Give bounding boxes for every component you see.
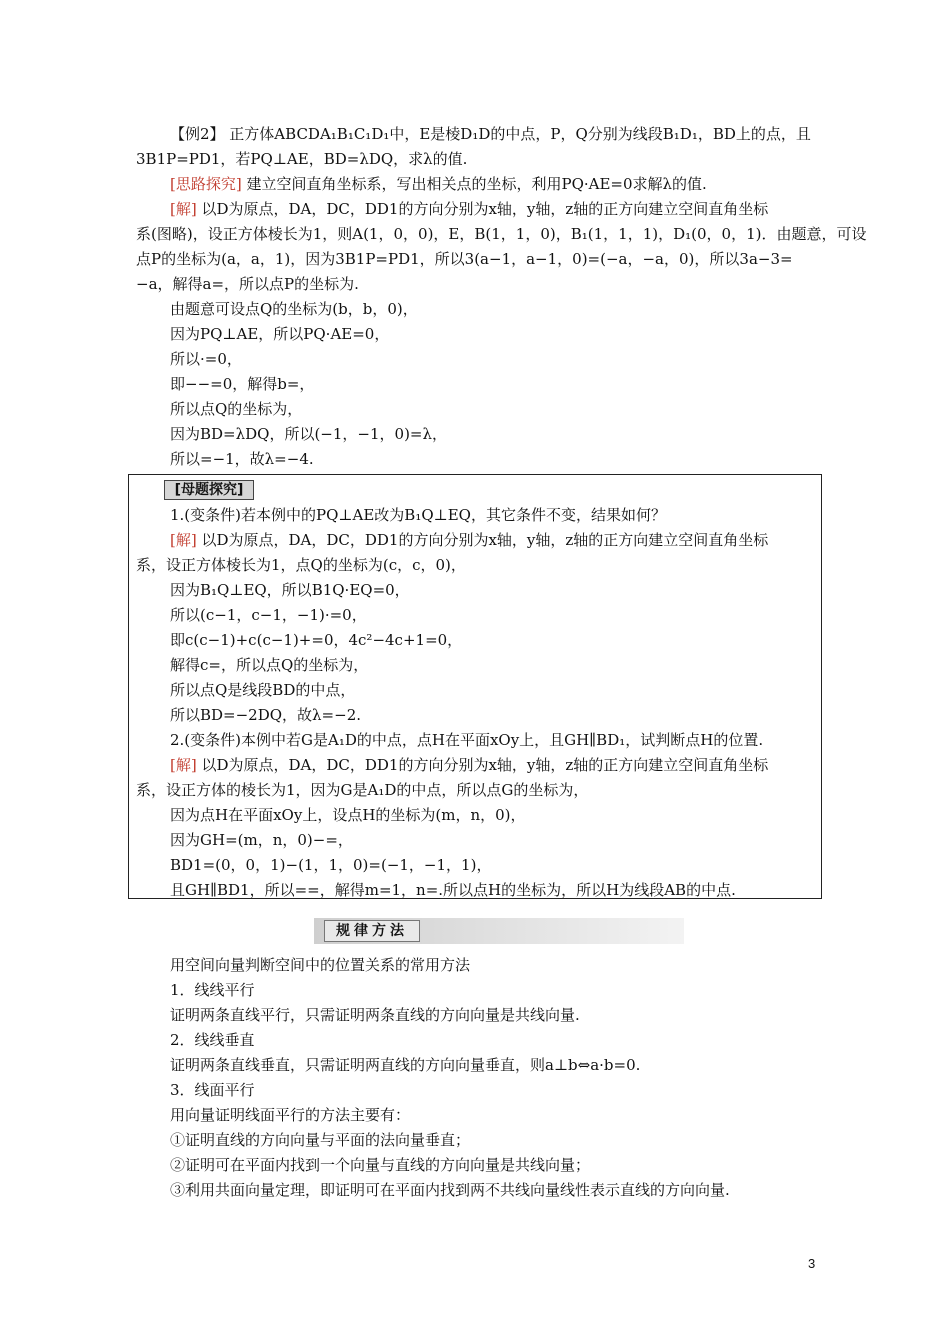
solution-line-8: 即−−=0，解得b=，: [170, 375, 315, 393]
variant-answer-2-line-4: 因为GH=(m，n，0)−=，: [170, 831, 353, 849]
method-paragraph-2: 证明两条直线垂直，只需证明两直线的方向向量垂直，则a⊥b⇔a·b=0.: [170, 1056, 641, 1074]
method-item-1: ①证明直线的方向向量与平面的法向量垂直；: [170, 1131, 471, 1149]
variant-answer-1-line-3: 因为B₁Q⊥EQ，所以B1Q·EQ=0，: [170, 581, 410, 599]
variant-answer-1-line-2: 系，设正方体棱长为1，点Q的坐标为(c，c，0)，: [136, 556, 466, 574]
variant-answer-1-line-7: 所以点Q是线段BD的中点，: [170, 681, 356, 699]
variant-answer-1-line-6: 解得c=，所以点Q的坐标为，: [170, 656, 369, 674]
method-intro: 用空间向量判断空间中的位置关系的常用方法: [170, 956, 471, 974]
variant-answer-1-line-5: 即c(c−1)+c(c−1)+=0，4c²−4c+1=0，: [170, 631, 463, 649]
method-item-3: ③利用共面向量定理，即证明可在平面内找到两不共线向量线性表示直线的方向向量.: [170, 1181, 730, 1199]
example-line-1: 【例2】 正方体ABCDA₁B₁C₁D₁中，E是棱D₁D的中点，P，Q分别为线段B₁D₁，BD上的点，且: [170, 125, 811, 143]
method-item-2: ②证明可在平面内找到一个向量与直线的方向向量是共线向量；: [170, 1156, 591, 1174]
solution-line-7: 所以·=0，: [170, 350, 242, 368]
solution-line-5: 由题意可设点Q的坐标为(b，b，0)，: [170, 300, 418, 318]
variant-question-2: 2.(变条件)本例中若G是A₁D的中点，点H在平面xOy上，且GH∥BD₁，试判断点H的位置.: [170, 731, 764, 749]
method-heading-1: 1．线线平行: [170, 981, 255, 999]
solution-tag: [解]: [170, 200, 197, 218]
page-number: 3: [808, 1256, 816, 1271]
solution-line-1: [解] 以D为原点，DA，DC，DD1的方向分别为x轴，y轴，z轴的正方向建立空间直角坐标: [170, 200, 769, 218]
example-line-2: 3B1P=PD1，若PQ⊥AE，BD=λDQ，求λ的值.: [136, 150, 468, 168]
variant-answer-1-line-1: [解] 以D为原点，DA，DC，DD1的方向分别为x轴，y轴，z轴的正方向建立空间直角坐标: [170, 531, 769, 549]
variant-answer-2-line-5: BD1=(0，0，1)−(1，1，0)=(−1，−1，1)，: [170, 856, 492, 874]
solution-line-10: 因为BD=λDQ，所以(−1，−1，0)=λ，: [170, 425, 447, 443]
variant-answer-2-line-6: 且GH∥BD1，所以==，解得m=1，n=.所以点H的坐标为，所以H为线段AB的中点.: [170, 881, 736, 899]
thought-line: [思路探究] 建立空间直角坐标系，写出相关点的坐标，利用PQ·AE=0求解λ的值.: [170, 175, 707, 193]
variant-answer-2-line-1: [解] 以D为原点，DA，DC，DD1的方向分别为x轴，y轴，z轴的正方向建立空间直角坐标: [170, 756, 769, 774]
solution-line-6: 因为PQ⊥AE，所以PQ·AE=0，: [170, 325, 390, 343]
variant-answer-2-line-3: 因为点H在平面xOy上，设点H的坐标为(m，n，0)，: [170, 806, 526, 824]
variant-answer-2-line-2: 系，设正方体的棱长为1，因为G是A₁D的中点，所以点G的坐标为，: [136, 781, 589, 799]
variant-answer-1-line-8: 所以BD=−2DQ，故λ=−2.: [170, 706, 362, 724]
solution-line-11: 所以=−1，故λ=−4.: [170, 450, 314, 468]
method-heading-2: 2．线线垂直: [170, 1031, 255, 1049]
solution-line-3: 点P的坐标为(a，a，1)，因为3B1P=PD1，所以3(a−1，a−1，0)=(−a，−a，0)，所以3a−3=: [136, 250, 793, 268]
solution-line-4: −a，解得a=，所以点P的坐标为.: [136, 275, 359, 293]
variant-answer-1-line-4: 所以(c−1，c−1，−1)·=0，: [170, 606, 367, 624]
variant-solution-tag-1: [解]: [170, 531, 197, 549]
method-paragraph-1: 证明两条直线平行，只需证明两条直线的方向向量是共线向量.: [170, 1006, 580, 1024]
solution-line-9: 所以点Q的坐标为，: [170, 400, 303, 418]
variant-solution-tag-2: [解]: [170, 756, 197, 774]
thought-tag: [思路探究]: [170, 175, 242, 193]
variant-question-1: 1.(变条件)若本例中的PQ⊥AE改为B₁Q⊥EQ，其它条件不变，结果如何？: [170, 506, 666, 524]
solution-line-2: 系(图略)，设正方体棱长为1，则A(1，0，0)，E，B(1，1，0)，B₁(1，1，1)，D₁(0，0，1)．由题意，可设: [136, 225, 867, 243]
method-banner: [314, 918, 684, 944]
method-heading-3: 3．线面平行: [170, 1081, 255, 1099]
variant-label: [母题探究]: [164, 480, 254, 500]
method-banner-title: 规律方法: [324, 920, 420, 942]
method-paragraph-3: 用向量证明线面平行的方法主要有：: [170, 1106, 411, 1124]
